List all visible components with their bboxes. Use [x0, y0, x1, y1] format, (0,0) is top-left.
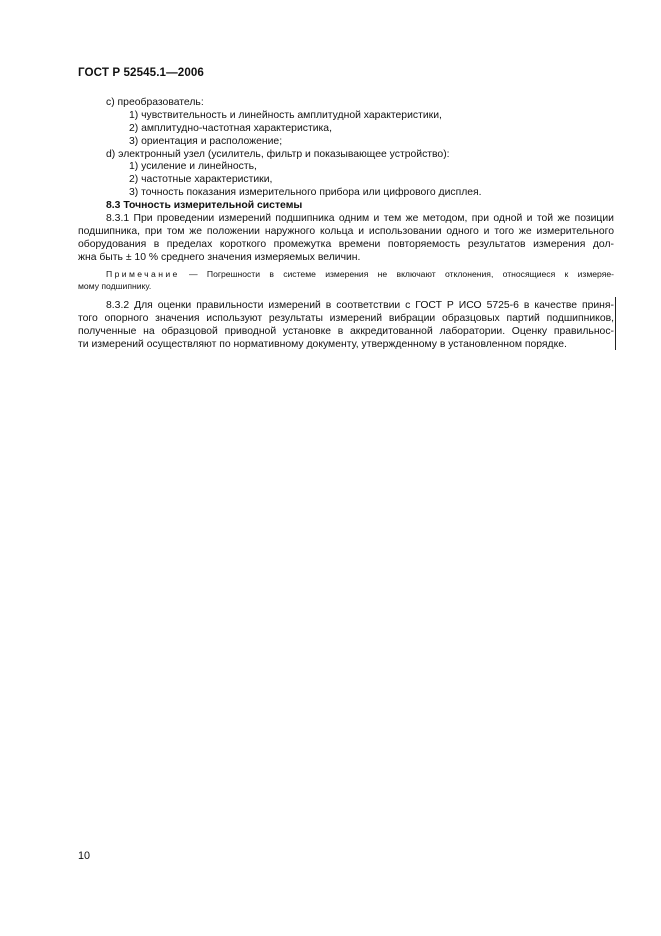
list-subitem: 1) усиление и линейность,	[129, 161, 257, 172]
paragraph-line: 8.3.2 Для оценки правильности измерений в соответствии с ГОСТ Р ИСО 5725-6 в качестве приня-	[106, 300, 614, 311]
list-subitem: 2) частотные характеристики,	[129, 174, 273, 185]
list-subitem: 2) амплитудно-частотная характеристика,	[129, 123, 332, 134]
list-subitem: 3) ориентация и расположение;	[129, 136, 283, 147]
note-label: Примечание	[106, 269, 180, 279]
list-subitem: 3) точность показания измерительного прибора или цифрового дисплея.	[129, 187, 482, 198]
paragraph-line: жна быть ± 10 % среднего значения измеряемых величин.	[78, 252, 361, 263]
note-line	[78, 269, 614, 280]
paragraph-line: 8.3.1 При проведении измерений подшипника одним и тем же методом, при одной и той же позиции	[106, 213, 614, 224]
note-line: мому подшипнику.	[78, 281, 152, 291]
section-heading: 8.3 Точность измерительной системы	[106, 200, 303, 211]
list-item-c: c) преобразователь:	[106, 97, 204, 108]
paragraph-line: подшипника, при том же положении наружного кольца и использовании одного и того же измерительного	[78, 226, 614, 237]
page-number: 10	[78, 850, 91, 862]
paragraph-line: ти измерений осуществляют по нормативному документу, утвержденному в установленном порядке.	[78, 339, 567, 350]
paragraph-line: того опорного значения используют результаты измерений вибрации образцовых партий подшипников,	[78, 313, 614, 324]
list-subitem: 1) чувствительность и линейность амплитудной характеристики,	[129, 110, 442, 121]
change-bar	[615, 297, 616, 350]
note-text: — Погрешности в системе измерения не включают отклонения, относящиеся к измеряе-	[179, 269, 614, 279]
list-item-d: d) электронный узел (усилитель, фильтр и показывающее устройство):	[106, 149, 450, 160]
paragraph-line: полученные на образцовой приводной установке в аккредитованной лаборатории. Оценку правильнос-	[78, 326, 614, 337]
paragraph-line: оборудования в пределах короткого промежутка времени повторяемость результатов измерения дол-	[78, 239, 614, 250]
document-header: ГОСТ Р 52545.1—2006	[78, 66, 204, 79]
